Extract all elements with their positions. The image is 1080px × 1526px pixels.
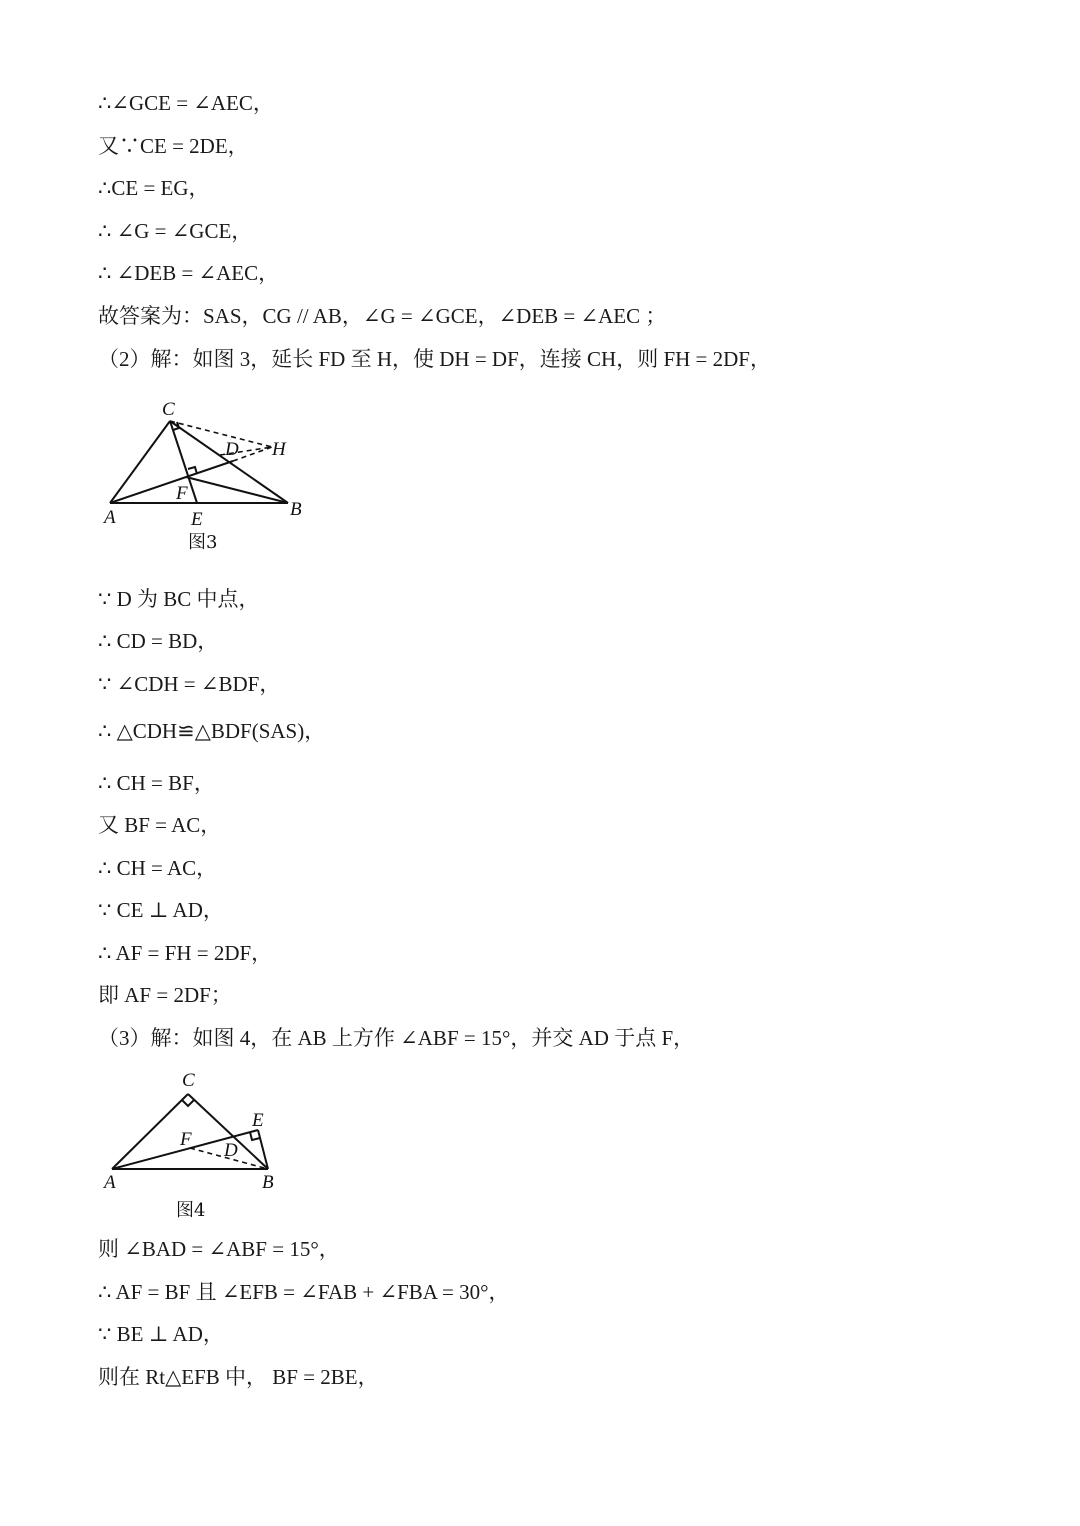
figure-4 xyxy=(100,1066,300,1226)
figure-3-lines xyxy=(110,421,288,503)
solution-line: ∴ ∠DEB = ∠AEC， xyxy=(98,261,280,285)
solution-line: ∵ CE ⊥ AD， xyxy=(98,898,224,922)
solution-line: 即 AF = 2DF； xyxy=(98,983,232,1007)
label-b: B xyxy=(262,1172,274,1193)
label-b: B xyxy=(290,499,302,520)
label-f: F xyxy=(176,483,188,504)
solution-line: ∴ ∠G = ∠GCE， xyxy=(98,219,253,243)
label-e: E xyxy=(252,1110,264,1131)
solution-line: ∴ AF = FH = 2DF， xyxy=(98,941,273,965)
label-a: A xyxy=(104,1172,116,1193)
solution-line: ∴ CD = BD， xyxy=(98,629,219,653)
answer-line: 故答案为：SAS，CG // AB，∠G = ∠GCE，∠DEB = ∠AEC ； xyxy=(98,304,667,328)
label-c: C xyxy=(162,399,175,420)
figure-3-dashed xyxy=(170,421,272,461)
figure-3 xyxy=(100,395,320,560)
solution-line: ∴ CH = AC， xyxy=(98,856,218,880)
solution-line: ∵ ∠CDH = ∠BDF， xyxy=(98,672,281,696)
solution-line: ∴ AF = BF 且 ∠EFB = ∠FAB + ∠FBA = 30°， xyxy=(98,1280,510,1304)
solution-line: ∴ △CDH≌△BDF(SAS)， xyxy=(98,719,326,743)
solution-line: ∴ CH = BF， xyxy=(98,771,215,795)
label-d: D xyxy=(224,1140,238,1161)
label-c: C xyxy=(182,1070,195,1091)
label-d: D xyxy=(225,439,239,460)
label-f: F xyxy=(180,1129,192,1150)
solution-line: 则 ∠BAD = ∠ABF = 15°， xyxy=(98,1237,340,1261)
figure-3-caption: 图3 xyxy=(188,532,218,553)
label-h: H xyxy=(272,439,286,460)
solution-line: 又 BF = AC， xyxy=(98,813,222,837)
part3-heading: （3）解：如图 4，在 AB 上方作 ∠ABF = 15°，并交 AD 于点 F， xyxy=(98,1026,695,1050)
solution-line: 又∵CE = 2DE， xyxy=(98,134,249,158)
solution-line: ∵ BE ⊥ AD， xyxy=(98,1322,224,1346)
solution-line: ∵ D 为 BC 中点， xyxy=(98,587,260,611)
label-e: E xyxy=(191,509,203,530)
part2-heading: （2）解：如图 3，延长 FD 至 H，使 DH = DF，连接 CH，则 FH = 2DF， xyxy=(98,347,771,371)
label-a: A xyxy=(104,507,116,528)
solution-line: 则在 Rt△EFB 中， BF = 2BE， xyxy=(98,1365,379,1389)
solution-line: ∴CE = EG， xyxy=(98,176,210,200)
figure-4-caption: 图4 xyxy=(176,1200,206,1221)
solution-line: ∴∠GCE = ∠AEC， xyxy=(98,91,274,115)
